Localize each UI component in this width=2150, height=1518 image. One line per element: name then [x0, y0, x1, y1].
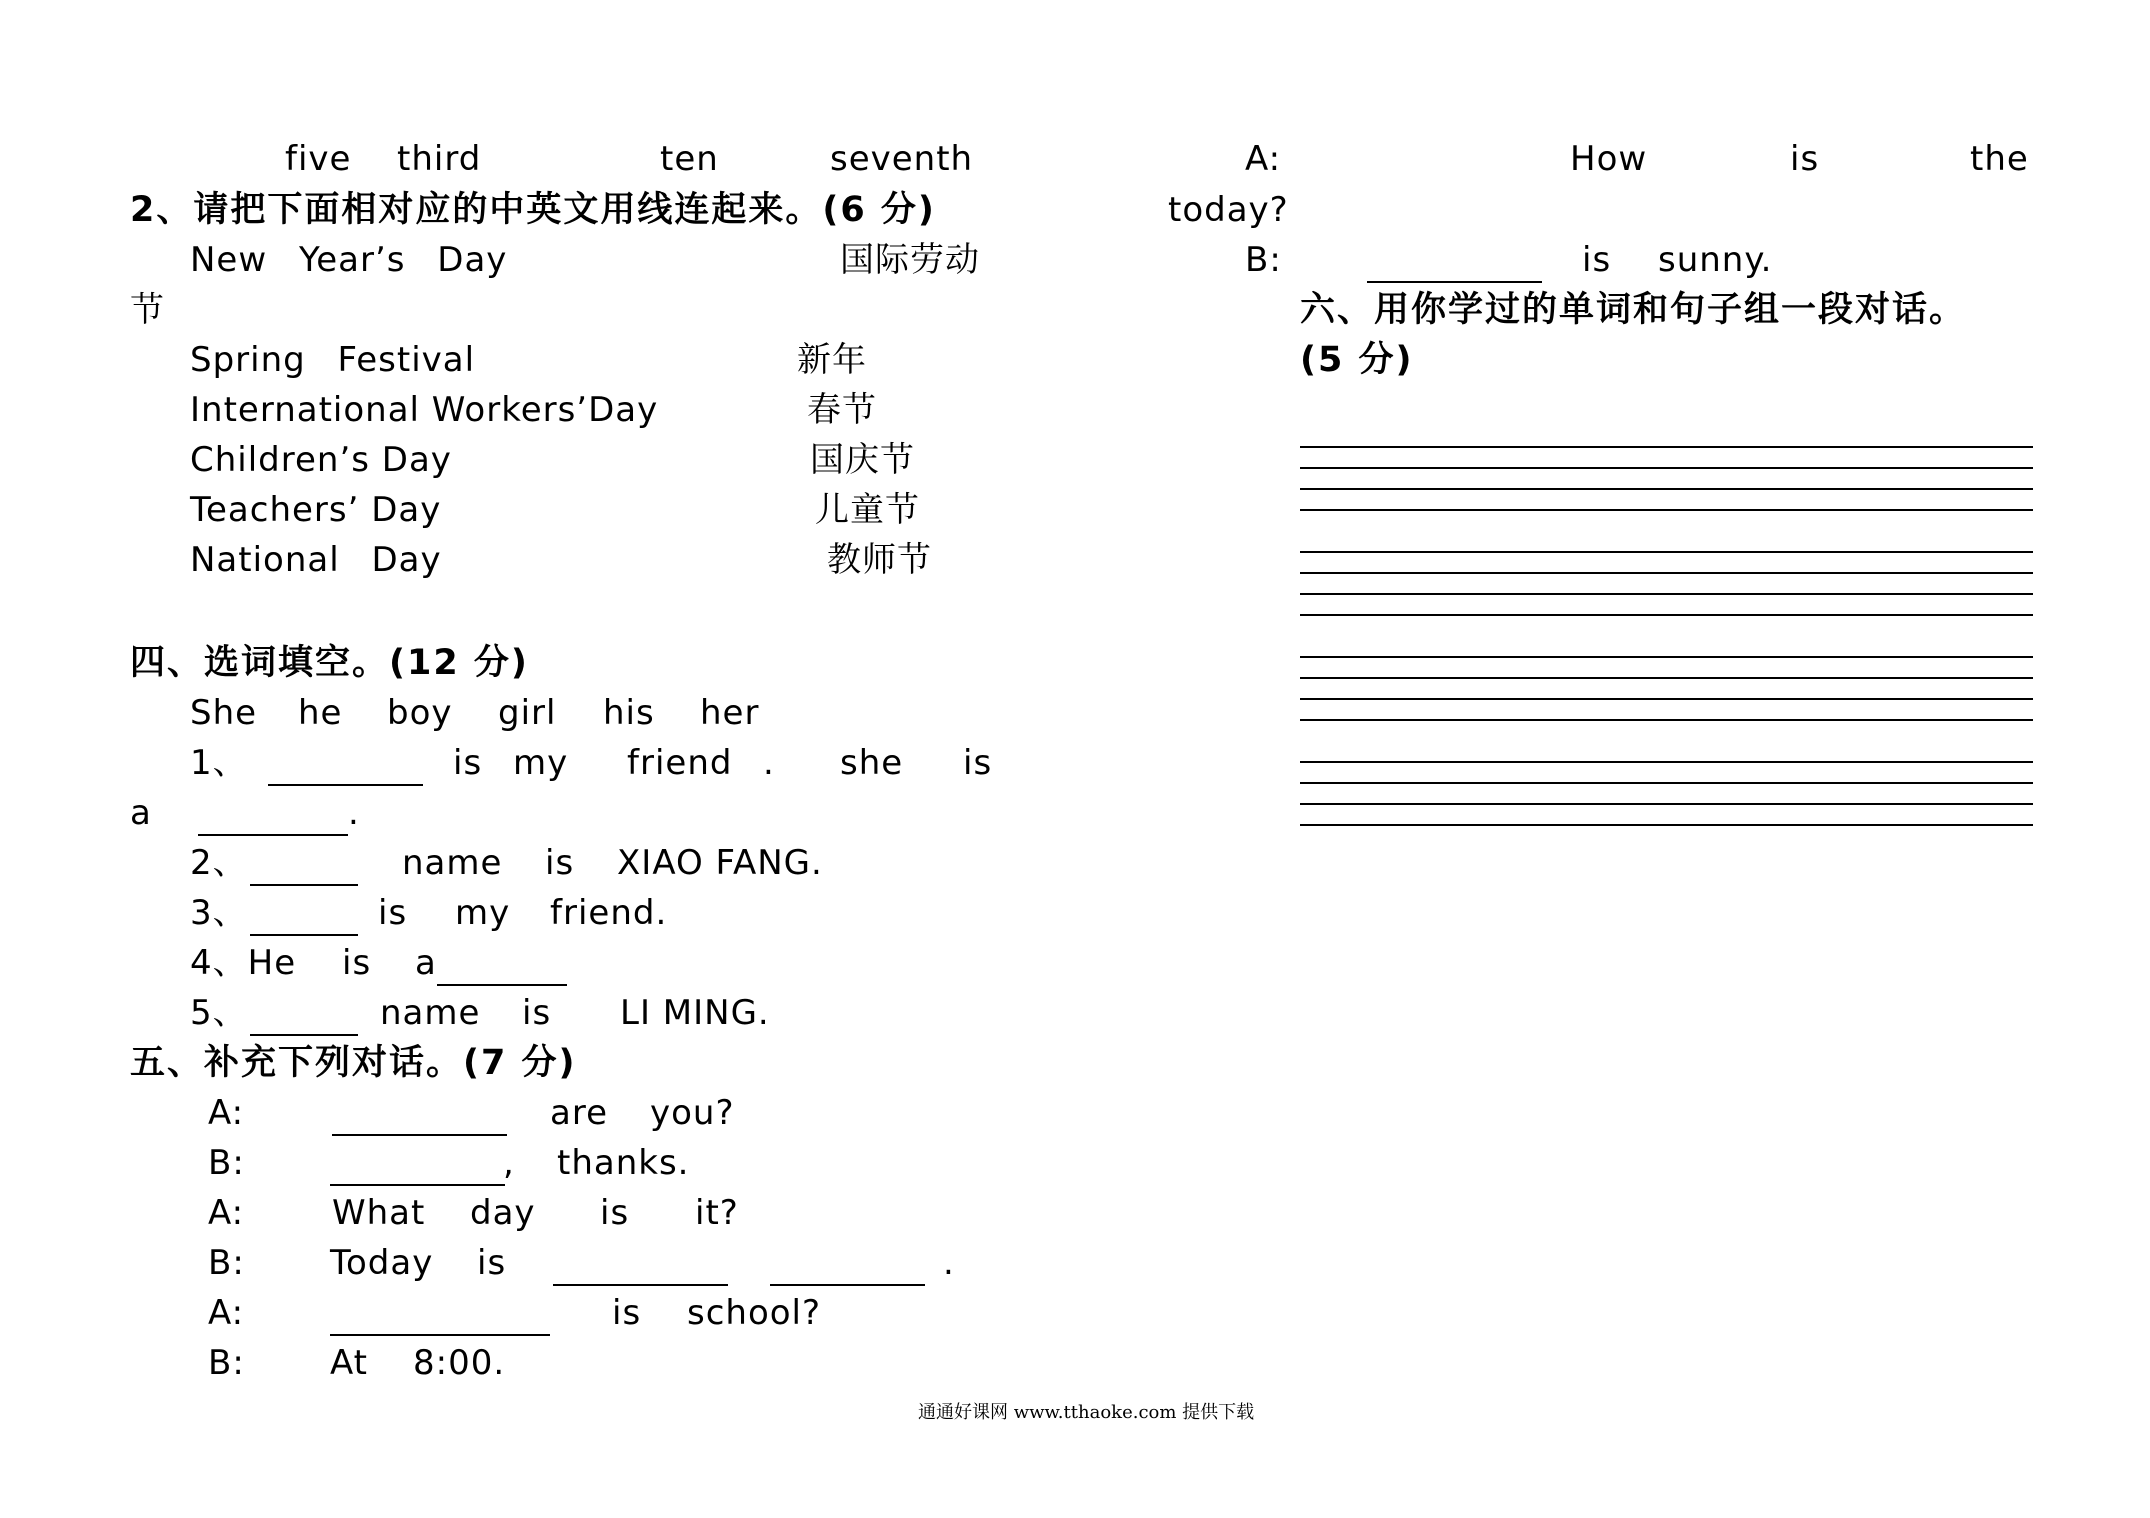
zh-national-day: 国庆节 — [810, 440, 915, 480]
section6-title: 六、用你学过的单词和句子组一段对话。 — [1300, 290, 1967, 330]
writing-line — [1300, 614, 2033, 616]
q1-word-my: my — [513, 743, 569, 783]
section5-title: 五、补充下列对话。(7 分) — [130, 1043, 577, 1083]
dialog-8-blank[interactable] — [1367, 281, 1542, 283]
q1-blank-2[interactable] — [198, 834, 348, 836]
q3-word-my: my — [455, 893, 511, 933]
q3-number: 3、 — [190, 893, 248, 933]
writing-line — [1300, 803, 2033, 805]
q2-number: 2、 — [190, 843, 248, 883]
dialog-1-you: you? — [650, 1093, 735, 1133]
zh-childrens-day: 儿童节 — [815, 490, 920, 530]
q3-blank[interactable] — [250, 934, 358, 936]
en-workers-day: International Workers’Day — [190, 390, 659, 430]
zh-labour-day: 国际劳动 — [840, 240, 980, 280]
q2-word-xiao-fang: XIAO FANG. — [617, 843, 823, 883]
writing-line — [1300, 509, 2033, 511]
zh-new-year: 新年 — [797, 340, 867, 380]
writing-line — [1300, 467, 2033, 469]
dialog-6-time: 8:00. — [413, 1343, 506, 1383]
writing-line — [1300, 677, 2033, 679]
dialog-7-speaker: A: — [1245, 139, 1282, 179]
dialog-7-today: today? — [1168, 190, 1289, 230]
word-bank-she: She — [190, 693, 258, 733]
q2-word-name: name — [402, 843, 503, 883]
writing-line — [1300, 446, 2033, 448]
en-spring-festival: Spring Festival — [190, 340, 476, 380]
q1-word-is-2: is — [963, 743, 993, 783]
writing-line — [1300, 824, 2033, 826]
writing-line — [1300, 698, 2033, 700]
zh-spring-festival: 春节 — [807, 390, 877, 430]
dialog-2-blank[interactable] — [330, 1184, 505, 1186]
section6-score: (5 分) — [1300, 340, 1414, 380]
writing-line — [1300, 761, 2033, 763]
writing-line — [1300, 593, 2033, 595]
dialog-7-the: the — [1970, 139, 2029, 179]
section4-title: 四、选词填空。(12 分) — [130, 643, 529, 683]
q4-word-is: is — [342, 943, 372, 983]
writing-line — [1300, 656, 2033, 658]
dialog-2-speaker: B: — [208, 1143, 245, 1183]
dialog-5-is: is — [612, 1293, 642, 1333]
dialog-3-day: day — [470, 1193, 536, 1233]
dialog-4-today: Today — [330, 1243, 434, 1283]
q5-word-li-ming: LI MING. — [620, 993, 770, 1033]
dialog-1-are: are — [550, 1093, 608, 1133]
writing-line — [1300, 719, 2033, 721]
q1-blank-1[interactable] — [268, 784, 423, 786]
zh-teachers-day: 教师节 — [827, 540, 932, 580]
q1-number: 1、 — [190, 743, 248, 783]
q4-word-a: a — [415, 943, 437, 983]
q4-text: 4、He — [190, 943, 297, 983]
dialog-6-speaker: B: — [208, 1343, 245, 1383]
dialog-3-it: it? — [695, 1193, 739, 1233]
writing-line — [1300, 572, 2033, 574]
dialog-1-speaker: A: — [208, 1093, 245, 1133]
writing-line — [1300, 782, 2033, 784]
dialog-4-dot: . — [943, 1243, 955, 1283]
dialog-7-how: How — [1570, 139, 1648, 179]
word-bank-he: he — [298, 693, 343, 733]
dialog-5-blank[interactable] — [330, 1334, 550, 1336]
writing-line — [1300, 488, 2033, 490]
q4-blank[interactable] — [437, 984, 567, 986]
q1-dot: . — [763, 743, 775, 783]
dialog-4-blank-1[interactable] — [553, 1284, 728, 1286]
dialog-2-comma: , — [503, 1143, 515, 1183]
q1-word-she: she — [840, 743, 904, 783]
dialog-3-is: is — [600, 1193, 630, 1233]
q5-word-name: name — [380, 993, 481, 1033]
word-bank-his: his — [603, 693, 655, 733]
word-bank-boy: boy — [387, 693, 453, 733]
zh-labour-day-cont: 节 — [130, 290, 165, 330]
dialog-5-school: school? — [687, 1293, 822, 1333]
q3-word-friend: friend. — [550, 893, 668, 933]
dialog-8-sunny: sunny. — [1658, 240, 1773, 280]
word-five: five — [285, 139, 352, 179]
en-new-year: New Year’s Day — [190, 240, 508, 280]
word-seventh: seventh — [830, 139, 974, 179]
en-teachers-day: Teachers’ Day — [190, 490, 442, 530]
en-national-day: National Day — [190, 540, 442, 580]
q2-blank[interactable] — [250, 884, 358, 886]
writing-line — [1300, 551, 2033, 553]
dialog-3-speaker: A: — [208, 1193, 245, 1233]
word-bank-girl: girl — [498, 693, 557, 733]
dialog-7-is: is — [1790, 139, 1820, 179]
en-childrens-day: Children’s Day — [190, 440, 452, 480]
dialog-8-is: is — [1582, 240, 1612, 280]
dialog-6-at: At — [330, 1343, 368, 1383]
dialog-5-speaker: A: — [208, 1293, 245, 1333]
q1-end: . — [348, 793, 360, 833]
dialog-4-is: is — [477, 1243, 507, 1283]
dialog-4-blank-2[interactable] — [770, 1284, 925, 1286]
dialog-2-thanks: thanks. — [557, 1143, 690, 1183]
dialog-3-what: What — [332, 1193, 426, 1233]
dialog-8-speaker: B: — [1245, 240, 1282, 280]
q1-word-a: a — [130, 793, 152, 833]
q2-word-is: is — [545, 843, 575, 883]
footer-credit: 通通好课网 www.tthaoke.com 提供下载 — [918, 1402, 1255, 1423]
word-third: third — [397, 139, 482, 179]
q1-word-friend: friend — [627, 743, 733, 783]
q5-number: 5、 — [190, 993, 248, 1033]
dialog-4-speaker: B: — [208, 1243, 245, 1283]
q5-blank[interactable] — [250, 1034, 358, 1036]
word-ten: ten — [660, 139, 719, 179]
q3-word-is: is — [378, 893, 408, 933]
q1-word-is: is — [453, 743, 483, 783]
word-bank-her: her — [700, 693, 760, 733]
q5-word-is: is — [522, 993, 552, 1033]
dialog-1-blank[interactable] — [332, 1134, 507, 1136]
section2-title: 2、请把下面相对应的中英文用线连起来。(6 分) — [130, 190, 936, 230]
